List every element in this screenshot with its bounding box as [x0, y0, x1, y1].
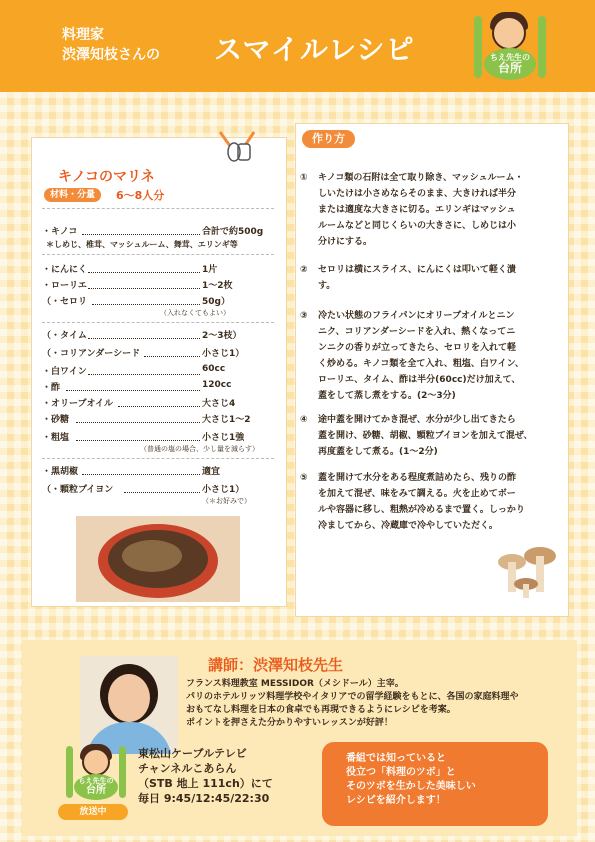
logo-badge	[74, 774, 118, 800]
step-line: キノコ類の石附は全て取り除き、マッシュルーム・	[318, 173, 524, 183]
ingredient-amount: 50g）	[202, 297, 230, 307]
ingredient-name: ・黒胡椒	[42, 467, 79, 477]
ingredient-note: （入れなくてもよい）	[160, 309, 230, 317]
header-line2: 渋澤知枝さんの	[62, 47, 160, 63]
broadcast-line: チャンネルこあらん	[138, 762, 237, 775]
leader-dots	[76, 422, 200, 423]
ingredient-amount: 60cc	[202, 364, 226, 374]
step-line: ローリエ、タイム、酢は半分(60cc)だけ加えて、	[318, 375, 521, 385]
ingredient-amount: 合計で約500g	[202, 227, 264, 237]
step-number: ③	[300, 311, 308, 321]
fork-icon	[474, 16, 482, 78]
step-line: または適度な大きさに切る。エリンギはマッシュ	[318, 205, 516, 215]
ingredient-amount: 小さじ1強	[202, 433, 245, 443]
ingredient-amount: 小さじ1）	[202, 485, 245, 495]
logo-line1: ちえ先生の	[490, 53, 530, 62]
steps-card	[296, 124, 568, 616]
leader-dots	[88, 288, 200, 289]
ingredient-name: （・コリアンダーシード	[42, 349, 141, 359]
recipe-title: キノコのマリネ	[58, 169, 155, 185]
dish-photo	[76, 516, 240, 602]
leader-dots	[82, 234, 200, 235]
step-5	[300, 470, 554, 534]
photo-face	[108, 674, 150, 722]
logo-line2: 台所	[86, 785, 106, 796]
leader-dots	[144, 356, 200, 357]
step-line: 途中蓋を開けてかき混ぜ、水分が少し出てきたら	[318, 415, 516, 425]
instructor-title: 講師：渋澤知枝先生	[208, 656, 344, 674]
broadcast-line: （STB 地上 111ch）にて	[138, 777, 273, 790]
ingredient-amount: 大さじ1〜2	[202, 415, 251, 425]
instructor-section	[22, 640, 577, 836]
step-2	[300, 262, 554, 294]
ingredient-name: ・粗塩	[42, 433, 70, 443]
header-line1: 料理家	[62, 27, 104, 43]
broadcast-line: 東松山ケーブルテレビ	[138, 747, 247, 760]
leader-dots	[88, 374, 200, 375]
chef-face-icon	[82, 748, 110, 776]
step-line: 蓋を開けて水分をある程度煮詰めたら、残りの酢	[318, 473, 517, 483]
promo-line: 番組では知っていると	[346, 753, 446, 764]
step-line: 分けにする。	[318, 237, 373, 247]
ingredient-name: ・オリーブオイル	[42, 399, 114, 409]
leader-dots	[124, 492, 200, 493]
promo-box	[322, 742, 548, 826]
ingredients-card	[32, 138, 286, 606]
step-1	[300, 170, 554, 250]
leader-dots	[88, 272, 200, 273]
ingredient-amount: 小さじ1）	[202, 349, 245, 359]
mushroom-marinade-highlight	[122, 540, 182, 572]
step-number: ⑤	[300, 473, 308, 483]
chie-kitchen-logo	[474, 12, 546, 84]
step-line: 再度蓋をして煮る。(1〜2分)	[318, 447, 438, 457]
mushroom-illustration	[492, 544, 564, 604]
instructor-bio-line: おもてなし料理を日本の食卓でも再現できるようにレシピを考案。	[186, 705, 456, 715]
ingredient-name: （・タイム	[42, 331, 87, 341]
ingredient-name: ・白ワイン	[42, 367, 87, 377]
leader-dots	[118, 406, 200, 407]
step-line: 蓋を開け、砂糖、胡椒、顆粒ブイヨンを加えて混ぜ、	[318, 431, 533, 441]
divider	[42, 208, 274, 209]
header-banner	[0, 0, 595, 92]
divider	[42, 322, 274, 323]
logo-badge	[484, 48, 536, 80]
step-line: ンニクの香りが立ってきたら、セロリを入れて軽	[318, 343, 517, 353]
promo-line: 役立つ「料理のツボ」と	[346, 767, 456, 778]
logo-line2: 台所	[497, 61, 522, 75]
divider	[42, 254, 274, 255]
servings: 6〜8人分	[116, 189, 165, 202]
broadcast-line: 毎日 9:45/12:45/22:30	[138, 792, 270, 805]
promo-line: そのツボを生かした美味しい	[346, 781, 476, 792]
step-line: ルや容器に移し、粗熱が冷めるまで置く。しっかり	[318, 505, 525, 515]
step-line: しいたけは小さめならそのまま、大きければ半分	[318, 189, 517, 199]
logo-line1: ちえ先生の	[78, 777, 114, 785]
knife-icon	[119, 746, 126, 798]
ingredient-note: （普通の塩の場合、少し量を減らす）	[140, 445, 259, 453]
instructor-bio-line: パリのホテルリッツ料理学校やイタリアでの留学経験をもとに、各国の家庭料理や	[186, 692, 519, 702]
ingredient-name: ・にんにく	[42, 265, 88, 275]
leader-dots	[92, 304, 200, 305]
ingredient-amount: 1片	[202, 265, 218, 275]
step-number: ④	[300, 415, 308, 425]
ingredient-amount: 2〜3枝）	[202, 331, 242, 341]
ingredient-amount: 適宜	[202, 467, 221, 477]
ingredient-amount: 大さじ4	[202, 399, 236, 409]
step-3	[300, 308, 554, 404]
step-line: 蓋をして蒸し煮をする。(2〜3分)	[318, 391, 456, 401]
step-line: セロリは横にスライス、にんにくは叩いて軽く潰	[318, 265, 516, 275]
step-number: ①	[300, 173, 308, 183]
instructor-photo	[80, 656, 178, 754]
ingredient-name: ・ローリエ	[42, 281, 87, 291]
ingredient-note: ＊しめじ、椎茸、マッシュルーム、舞茸、エリンギ等	[46, 240, 238, 249]
leader-dots	[82, 474, 200, 475]
step-line: ニク、コリアンダーシードを入れ、熱くなってニ	[318, 327, 516, 337]
ingredient-amount: 1〜2枚	[202, 281, 233, 291]
ingredient-name: ・キノコ	[42, 227, 78, 237]
knife-icon	[538, 16, 546, 78]
step-number: ②	[300, 265, 308, 275]
leader-dots	[66, 390, 200, 391]
leader-dots	[88, 338, 200, 339]
page-title: スマイルレシピ	[214, 33, 415, 66]
step-line: す。	[318, 281, 336, 291]
step-line: を加えて混ぜ、味をみて調える。火を止めてボー	[318, 489, 516, 499]
ingredient-amount: 120cc	[202, 380, 232, 390]
on-air-badge: 放送中	[58, 804, 128, 820]
ingredients-label: 材料・分量	[44, 188, 101, 202]
instructor-bio-line: ポイントを押さえた分かりやすいレッスンが好評！	[186, 718, 393, 728]
divider	[42, 458, 274, 459]
leader-dots	[76, 440, 200, 441]
chef-face-icon	[492, 16, 526, 50]
ingredient-name: ・酢	[42, 383, 61, 393]
ingredient-name: ・砂糖	[42, 415, 70, 425]
promo-line: レシピを紹介します！	[346, 795, 446, 806]
ingredient-name: （・顆粒ブイヨン	[42, 485, 114, 495]
step-line: く炒める。キノコ類を全て入れ、粗塩、白ワイン、	[318, 359, 524, 369]
chie-kitchen-logo-small	[66, 744, 126, 810]
ingredient-note: （＊お好みで）	[202, 497, 251, 505]
step-line: 冷ましてから、冷蔵庫で冷やしていただく。	[318, 521, 498, 531]
step-line: ルームなどと同じくらいの大きさに、しめじは小	[318, 221, 517, 231]
step-line: 冷たい状態のフライパンにオリーブオイルとニン	[318, 311, 515, 321]
whisk-icon	[214, 130, 262, 166]
fork-icon	[66, 746, 73, 798]
step-4	[300, 412, 554, 460]
instructor-bio-line: フランス料理教室 MESSIDOR（メシドール）主宰。	[186, 679, 404, 689]
ingredient-name: （・セロリ	[42, 297, 88, 307]
steps-title: 作り方	[302, 130, 355, 148]
